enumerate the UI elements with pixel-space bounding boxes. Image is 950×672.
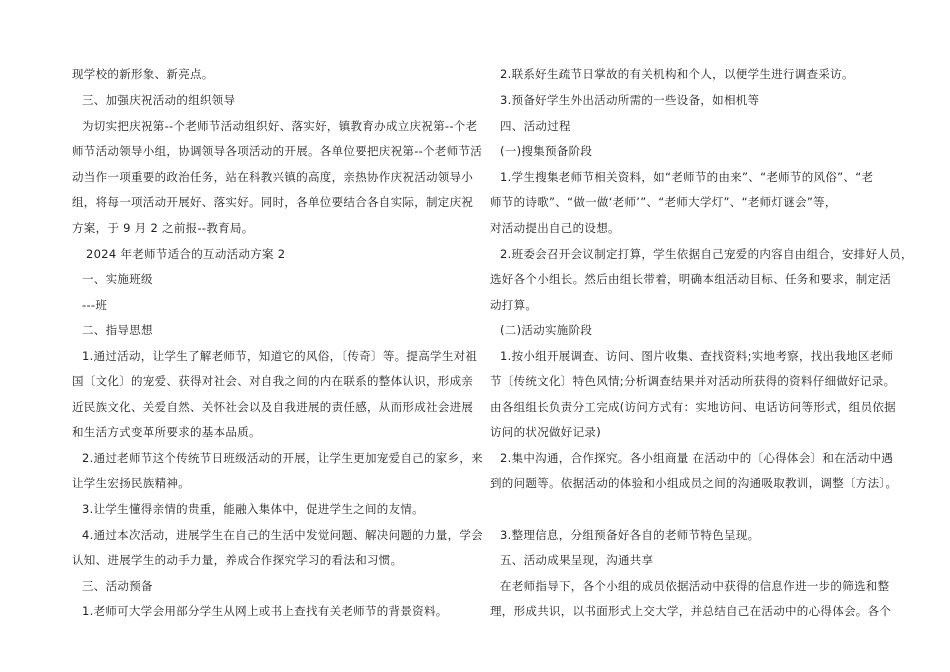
text-line: 在老师指导下，各个小组的成员依据活动中获得的信息作进一步的筛选和整	[500, 579, 890, 593]
section-heading: 四、活动过程	[500, 119, 571, 133]
text-line: 师节的诗歌”、“做一做‘老师’”、“老师大学灯”、“老师灯谜会”等，	[490, 195, 837, 209]
text-line: 师节活动领导小组，协调领导各项活动的开展。各单位要把庆祝第--个老师节活	[72, 144, 483, 158]
text-line: 和生活方式变革所要求的基本品质。	[72, 425, 261, 439]
text-line: ---班	[82, 298, 108, 312]
text-line: 2.班委会召开会议制定打算，学生依据自己宠爱的内容自由组合，安排好人员，	[500, 247, 913, 261]
text-line: 让学生宏扬民族精神。	[72, 476, 190, 490]
text-line: 现学校的新形象、新亮点。	[72, 67, 214, 81]
plan-title: 2024 年老师节适合的互动活动方案 2	[86, 247, 286, 261]
text-line: 为切实把庆祝第--个老师节活动组织好、落实好，镇教育办成立庆祝第--个老	[82, 119, 478, 133]
text-line: 方案，于 9 月 2 之前报--教育局。	[72, 221, 254, 235]
subsection-heading: (一)搜集预备阶段	[500, 144, 593, 158]
text-line: 4.通过本次活动，进展学生在自己的生活中发觉问题、解决问题的力量，学会	[82, 528, 483, 542]
text-line: 3.让学生懂得亲情的贵重，能融入集体中，促进学生之间的友情。	[82, 502, 424, 516]
text-line: 访问的状况做好记录)	[490, 425, 601, 439]
text-line: 1.通过活动，让学生了解老师节，知道它的风俗，〔传奇〕等。提高学生对祖	[82, 349, 478, 363]
section-heading: 五、活动成果呈现，沟通共享	[500, 553, 654, 567]
section-heading: 三、活动预备	[82, 579, 153, 593]
text-line: 2.集中沟通，合作探究。各小组商量 在活动中的〔心得体会〕和在活动中遇	[500, 451, 894, 465]
text-line: 1.老师可大学会用部分学生从网上或书上查找有关老师节的背景资料。	[82, 604, 448, 618]
text-line: 认知、进展学生的动手力量，养成合作探究学习的看法和习惯。	[72, 553, 403, 567]
text-line: 3.预备好学生外出活动所需的一些设备，如相机等	[500, 93, 760, 107]
text-line: 1.按小组开展调查、访问、图片收集、查找资料;实地考察，找出我地区老师	[500, 349, 894, 363]
text-line: 3.整理信息，分组预备好各自的老师节特色呈现。	[500, 528, 760, 542]
text-line: 近民族文化、关爱自然、关怀社会以及自我进展的责任感，从而形成社会进展	[72, 400, 474, 414]
text-line: 节〔传统文化〕特色风情;分析调查结果并对活动所获得的资料仔细做好记录。	[490, 374, 896, 388]
text-line: 组，将每一项活动开展好、落实好。同时，各单位要结合各自实际，制定庆祝	[72, 195, 474, 209]
section-heading: 三、加强庆祝活动的组织领导	[82, 93, 236, 107]
text-line: 到的问题等。依据活动的体验和小组成员之间的沟通吸取教训，调整〔方法〕。	[490, 476, 898, 490]
text-line: 动当作一项重要的政治任务，站在科教兴镇的高度，亲热协作庆祝活动领导小	[72, 170, 474, 184]
text-line: 动打算。	[490, 298, 538, 312]
text-line: 理，形成共识，以书面形式上交大学，并总结自己在活动中的心得体会。各个	[490, 604, 892, 618]
text-line: 2.联系好生疏节日掌故的有关机构和个人，以便学生进行调查采访。	[500, 67, 854, 81]
text-line: 1.学生搜集老师节相关资料，如“老师节的由来”、“老师节的风俗”、“老	[500, 170, 874, 184]
section-heading: 二、指导思想	[82, 323, 153, 337]
text-line: 对活动提出自己的设想。	[490, 221, 620, 235]
subsection-heading: (二)活动实施阶段	[500, 323, 593, 337]
text-line: 国〔文化〕的宠爱、获得对社会、对自我之间的内在联系的整体认识，形成亲	[72, 374, 474, 388]
text-line: 选好各个小组长。然后由组长带着，明确本组活动目标、任务和要求，制定活	[490, 272, 892, 286]
section-heading: 一、实施班级	[82, 272, 153, 286]
text-line: 由各组组长负责分工完成(访问方式有：实地访问、电话访问等形式，组员依据	[490, 400, 896, 414]
text-line: 2.通过老师节这个传统节日班级活动的开展，让学生更加宠爱自己的家乡，来	[82, 451, 483, 465]
